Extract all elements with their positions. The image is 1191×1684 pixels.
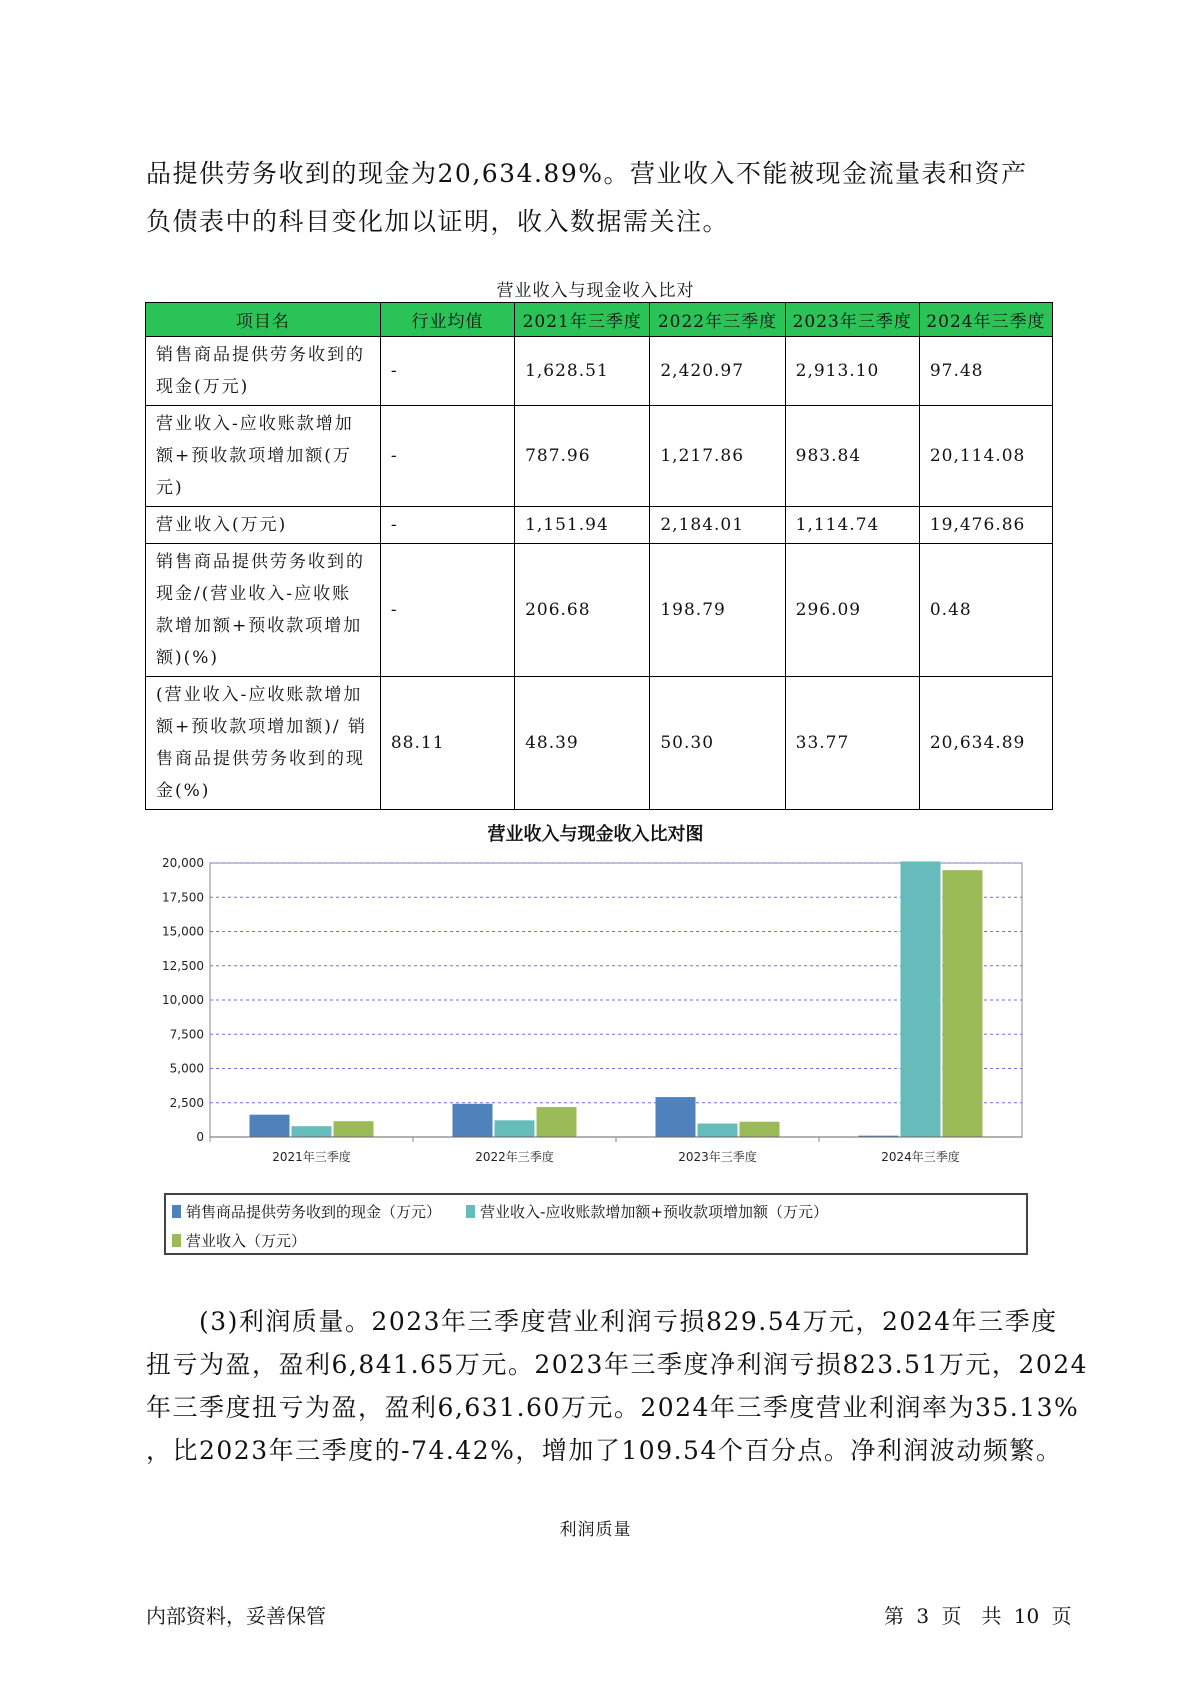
row-label: 营业收入-应收账款增加额+预收款项增加额(万元) — [146, 406, 381, 507]
legend-item — [172, 1201, 441, 1222]
table-header-row — [146, 303, 1053, 337]
table-cell: 0.48 — [919, 544, 1052, 677]
text-line: 品提供劳务收到的现金为20,634.89%。营业收入不能被现金流量表和资产 — [146, 159, 1028, 188]
text-line: 负债表中的科目变化加以证明，收入数据需关注。 — [146, 207, 730, 236]
y-tick-label: 2,500 — [169, 1095, 204, 1110]
table-cell: 983.84 — [785, 406, 919, 507]
y-tick-label: 0 — [196, 1130, 204, 1144]
row-label: 营业收入(万元) — [146, 507, 381, 544]
bar — [943, 870, 983, 1137]
x-tick-label: 2024年三季度 — [881, 1150, 960, 1164]
legend-swatch — [466, 1205, 475, 1218]
chart-title: 营业收入与现金收入比对图 — [487, 824, 704, 845]
table-cell: - — [380, 507, 514, 544]
text-line: (3)利润质量。2023年三季度营业利润亏损829.54万元，2024年三季度 — [146, 1307, 1058, 1336]
y-tick-label: 7,500 — [169, 1027, 204, 1042]
bar — [292, 1126, 332, 1137]
y-tick-label: 20,000 — [162, 856, 204, 870]
table-cell: 787.96 — [515, 406, 650, 507]
table-cell: 20,634.89 — [919, 677, 1052, 810]
column-header: 2021年三季度 — [515, 303, 650, 337]
chart-legend — [164, 1193, 1028, 1255]
footer-confidential-note: 内部资料，妥善保管 — [146, 1604, 326, 1628]
table-cell: 198.79 — [650, 544, 785, 677]
table-cell: - — [380, 337, 514, 406]
bar — [334, 1121, 374, 1137]
table-row — [146, 406, 1053, 507]
y-tick-label: 12,500 — [162, 958, 204, 973]
table-cell: - — [380, 406, 514, 507]
table-cell: 20,114.08 — [919, 406, 1052, 507]
bar — [453, 1104, 493, 1137]
table-cell: 97.48 — [919, 337, 1052, 406]
table-caption: 营业收入与现金收入比对 — [496, 281, 695, 301]
bar — [656, 1097, 696, 1137]
bar — [901, 861, 941, 1137]
table-cell: 296.09 — [785, 544, 919, 677]
text-line: 年三季度扭亏为盈，盈利6,631.60万元。2024年三季度营业利润率为35.13% — [146, 1393, 1080, 1422]
y-tick-label: 10,000 — [162, 993, 204, 1007]
table-cell: 2,184.01 — [650, 507, 785, 544]
legend-label: 营业收入-应收账款增加额+预收款项增加额（万元） — [480, 1203, 828, 1221]
table-cell: 2,420.97 — [650, 337, 785, 406]
y-tick-label: 15,000 — [162, 924, 204, 939]
legend-swatch — [172, 1205, 181, 1218]
x-tick-label: 2022年三季度 — [475, 1150, 554, 1164]
legend-item — [466, 1201, 828, 1222]
column-header: 2022年三季度 — [650, 303, 785, 337]
column-header: 项目名 — [146, 303, 381, 337]
y-tick-label: 5,000 — [169, 1061, 204, 1076]
legend-item — [172, 1230, 306, 1251]
revenue-cash-table — [145, 302, 1053, 810]
legend-swatch — [172, 1234, 181, 1247]
bar — [250, 1115, 290, 1137]
table-cell: 88.11 — [380, 677, 514, 810]
intro-paragraph — [146, 150, 1056, 246]
x-tick-label: 2021年三季度 — [272, 1150, 351, 1164]
profit-paragraph — [146, 1300, 1089, 1472]
column-header: 2023年三季度 — [785, 303, 919, 337]
table-cell: 33.77 — [785, 677, 919, 810]
column-header: 行业均值 — [380, 303, 514, 337]
table-cell: 19,476.86 — [919, 507, 1052, 544]
table-cell: 2,913.10 — [785, 337, 919, 406]
table-cell: 1,151.94 — [515, 507, 650, 544]
table-cell: 1,217.86 — [650, 406, 785, 507]
table-cell: 1,114.74 — [785, 507, 919, 544]
legend-label: 营业收入（万元） — [186, 1232, 307, 1250]
footer-page-number: 第 3 页 共 10 页 — [884, 1604, 1072, 1628]
table-row — [146, 337, 1053, 406]
table-row — [146, 677, 1053, 810]
table-cell: 1,628.51 — [515, 337, 650, 406]
x-tick-label: 2023年三季度 — [678, 1150, 757, 1164]
bar — [495, 1120, 535, 1137]
table-cell: 48.39 — [515, 677, 650, 810]
profit-caption: 利润质量 — [559, 1520, 632, 1540]
table-cell: - — [380, 544, 514, 677]
table-cell: 206.68 — [515, 544, 650, 677]
bar — [698, 1124, 738, 1137]
bar — [537, 1107, 577, 1137]
bar — [740, 1122, 780, 1137]
table-cell: 50.30 — [650, 677, 785, 810]
text-line: ，比2023年三季度的-74.42%，增加了109.54个百分点。净利润波动频繁。 — [146, 1436, 1063, 1465]
row-label: (营业收入-应收账款增加额+预收款项增加额)/ 销售商品提供劳务收到的现金(%) — [146, 677, 381, 810]
y-tick-label: 17,500 — [162, 890, 204, 905]
row-label: 销售商品提供劳务收到的现金/(营业收入-应收账款增加额+预收款项增加额)(%) — [146, 544, 381, 677]
table-row — [146, 544, 1053, 677]
bar-chart — [150, 855, 1030, 1185]
legend-label: 销售商品提供劳务收到的现金（万元） — [186, 1203, 442, 1221]
row-label: 销售商品提供劳务收到的现金(万元) — [146, 337, 381, 406]
column-header: 2024年三季度 — [919, 303, 1052, 337]
table-row — [146, 507, 1053, 544]
text-line: 扭亏为盈，盈利6,841.65万元。2023年三季度净利润亏损823.51万元，2024 — [146, 1350, 1089, 1379]
